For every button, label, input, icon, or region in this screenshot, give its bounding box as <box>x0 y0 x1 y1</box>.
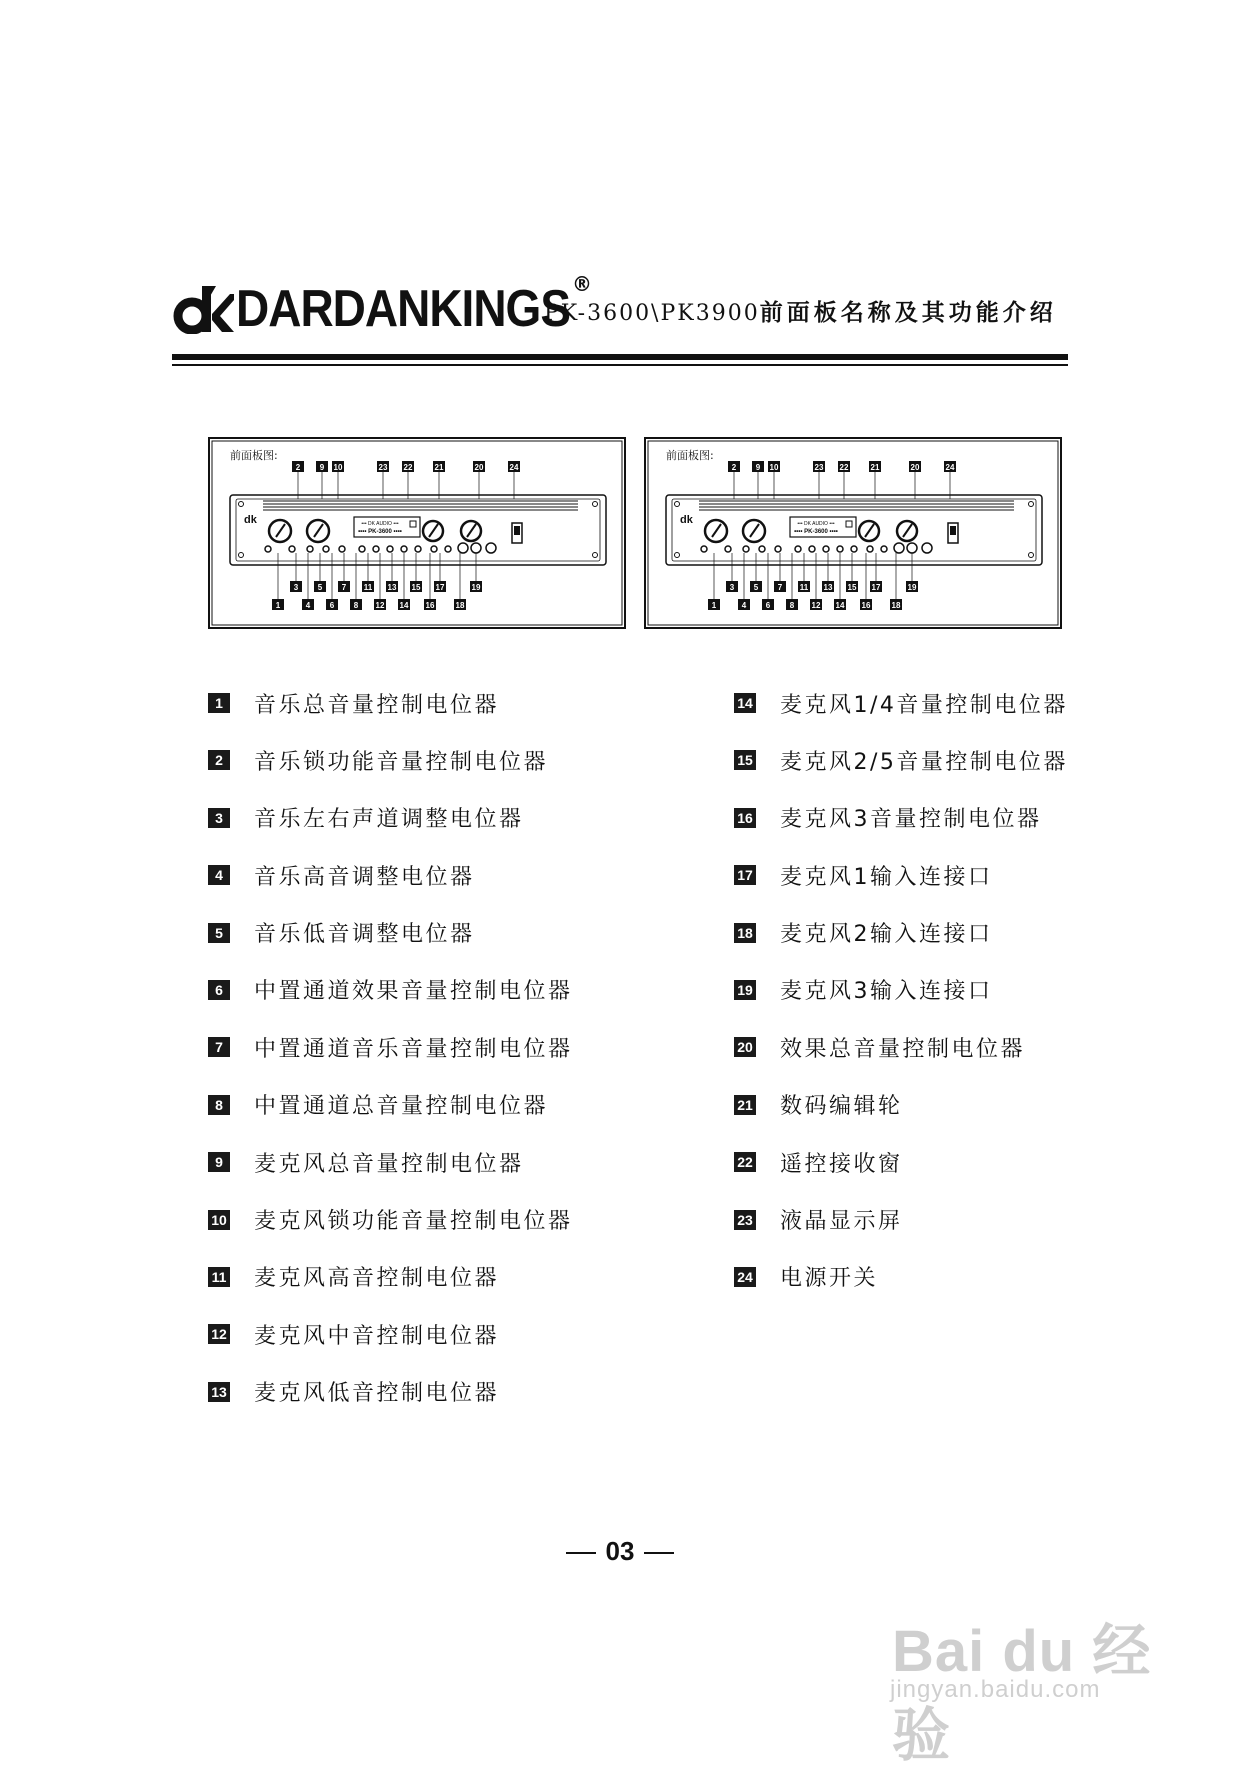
callout-bottom-2-label: 18 <box>455 601 465 610</box>
small-pot <box>431 546 437 552</box>
item-description: 麦克风2输入连接口 <box>780 922 993 948</box>
callout-bottom-2-label: 8 <box>789 601 795 610</box>
list-item <box>208 1032 573 1062</box>
page-title <box>544 294 1057 327</box>
list-item <box>208 1377 573 1407</box>
list-item <box>734 1090 1068 1120</box>
callout-top-label: 20 <box>474 463 484 472</box>
item-description: 音乐左右声道调整电位器 <box>254 807 524 833</box>
callout-top-label: 2 <box>295 463 301 472</box>
small-pot <box>867 546 873 552</box>
brand-logo <box>172 272 592 338</box>
callout-top-label: 9 <box>319 463 325 472</box>
list-item <box>208 1205 573 1235</box>
item-description: 音乐高音调整电位器 <box>254 864 475 890</box>
item-number-badge: 3 <box>208 808 230 828</box>
small-pot <box>837 546 843 552</box>
item-number-badge: 5 <box>208 923 230 943</box>
baidu-watermark <box>880 1600 1200 1768</box>
item-number-badge: 10 <box>208 1210 230 1230</box>
callout-bottom-1-label: 13 <box>823 583 833 592</box>
small-pot <box>809 546 815 552</box>
lcd-line-1: ••• DK AUDIO ••• <box>361 521 399 527</box>
small-pot <box>387 546 393 552</box>
figure-caption: 前面板图: <box>230 449 278 462</box>
item-number-badge: 7 <box>208 1037 230 1057</box>
callout-bottom-2-label: 1 <box>275 601 281 610</box>
small-pot <box>759 546 765 552</box>
list-item <box>734 688 1068 718</box>
lcd-line-2: •••• PK-3600 •••• <box>358 529 402 535</box>
item-number-badge: 19 <box>734 980 756 1000</box>
item-number-badge: 11 <box>208 1267 230 1287</box>
front-panel-figure-right <box>644 437 1062 629</box>
callout-bottom-1-label: 5 <box>317 583 323 592</box>
list-item <box>734 1147 1068 1177</box>
list-item <box>734 745 1068 775</box>
small-pot <box>823 546 829 552</box>
list-item <box>734 1032 1068 1062</box>
item-description: 麦克风1/4音量控制电位器 <box>780 692 1068 718</box>
small-pot <box>743 546 749 552</box>
callout-top-label: 10 <box>769 463 779 472</box>
item-number-badge: 21 <box>734 1095 756 1115</box>
item-description: 电源开关 <box>780 1266 879 1292</box>
item-description: 麦克风总音量控制电位器 <box>254 1151 524 1177</box>
small-pot <box>701 546 707 552</box>
device-logo: dk <box>680 514 693 526</box>
item-number-badge: 18 <box>734 923 756 943</box>
callout-bottom-1-label: 5 <box>753 583 759 592</box>
list-item <box>208 688 573 718</box>
small-pot <box>359 546 365 552</box>
item-number-badge: 13 <box>208 1382 230 1402</box>
watermark-brand: Bai du 经验 <box>892 1619 1152 1768</box>
power-switch-rocker <box>514 526 520 535</box>
item-number-badge: 23 <box>734 1210 756 1230</box>
list-item <box>734 860 1068 890</box>
list-item <box>734 975 1068 1005</box>
item-number-badge: 20 <box>734 1037 756 1057</box>
callout-bottom-1-label: 11 <box>363 583 373 592</box>
mic-jack <box>458 543 468 553</box>
list-item <box>208 860 573 890</box>
item-description: 麦克风高音控制电位器 <box>254 1266 500 1292</box>
callout-top-label: 22 <box>403 463 413 472</box>
small-pot <box>415 546 421 552</box>
callout-bottom-2-label: 18 <box>891 601 901 610</box>
page-number-value: 03 <box>605 1536 635 1566</box>
item-number-badge: 2 <box>208 750 230 770</box>
item-number-badge: 12 <box>208 1324 230 1344</box>
mic-jack <box>894 543 904 553</box>
item-description: 麦克风锁功能音量控制电位器 <box>254 1209 573 1235</box>
registered-mark: ® <box>572 272 592 296</box>
callout-bottom-2-label: 4 <box>741 601 747 610</box>
callout-bottom-2-label: 16 <box>425 601 435 610</box>
small-pot <box>373 546 379 552</box>
brand-name: DARDANKINGS <box>236 279 570 338</box>
title-model: PK-3600\PK3900 <box>544 301 760 326</box>
page-number-dash-left <box>566 1552 596 1554</box>
title-text: 前面板名称及其功能介绍 <box>759 300 1057 326</box>
callout-bottom-2-label: 12 <box>811 601 821 610</box>
lcd-line-2: •••• PK-3600 •••• <box>794 529 838 535</box>
list-item <box>208 1319 573 1349</box>
small-pot <box>339 546 345 552</box>
item-description: 麦克风3输入连接口 <box>780 979 993 1005</box>
callout-bottom-2-label: 6 <box>765 601 771 610</box>
small-pot <box>851 546 857 552</box>
mic-jack <box>471 543 481 553</box>
page-number <box>0 1536 1240 1567</box>
callout-top-label: 21 <box>434 463 444 472</box>
item-description: 音乐锁功能音量控制电位器 <box>254 749 549 775</box>
small-pot <box>323 546 329 552</box>
item-description: 麦克风3音量控制电位器 <box>780 807 1042 833</box>
item-description: 效果总音量控制电位器 <box>780 1036 1026 1062</box>
list-item <box>734 803 1068 833</box>
list-item <box>734 918 1068 948</box>
callout-bottom-1-label: 15 <box>847 583 857 592</box>
callout-bottom-2-label: 14 <box>399 601 409 610</box>
small-pot <box>289 546 295 552</box>
item-number-badge: 9 <box>208 1152 230 1172</box>
item-number-badge: 24 <box>734 1267 756 1287</box>
page-number-dash-right <box>644 1552 674 1554</box>
callout-top-label: 21 <box>870 463 880 472</box>
callout-top-label: 22 <box>839 463 849 472</box>
small-pot <box>795 546 801 552</box>
item-number-badge: 22 <box>734 1152 756 1172</box>
callout-bottom-1-label: 19 <box>907 583 917 592</box>
small-pot <box>401 546 407 552</box>
list-item <box>208 918 573 948</box>
callout-bottom-2-label: 8 <box>353 601 359 610</box>
item-number-badge: 16 <box>734 808 756 828</box>
callout-bottom-1-label: 7 <box>341 583 347 592</box>
item-description: 麦克风2/5音量控制电位器 <box>780 749 1068 775</box>
item-description: 音乐低音调整电位器 <box>254 922 475 948</box>
item-number-badge: 15 <box>734 750 756 770</box>
item-description: 麦克风1输入连接口 <box>780 864 993 890</box>
callout-top-label: 23 <box>814 463 824 472</box>
callout-bottom-1-label: 17 <box>871 583 881 592</box>
callout-bottom-2-label: 6 <box>329 601 335 610</box>
callout-top-label: 20 <box>910 463 920 472</box>
callout-top-label: 10 <box>333 463 343 472</box>
item-description: 中置通道总音量控制电位器 <box>254 1094 549 1120</box>
callout-bottom-2-label: 1 <box>711 601 717 610</box>
front-panel-diagram <box>208 437 626 629</box>
item-description: 麦克风低音控制电位器 <box>254 1381 500 1407</box>
callout-bottom-1-label: 3 <box>729 583 735 592</box>
list-item <box>208 745 573 775</box>
callout-bottom-1-label: 13 <box>387 583 397 592</box>
small-pot <box>265 546 271 552</box>
small-pot <box>775 546 781 552</box>
callout-bottom-1-label: 11 <box>799 583 809 592</box>
mic-jack <box>922 543 932 553</box>
item-number-badge: 6 <box>208 980 230 1000</box>
item-description: 数码编辑轮 <box>780 1094 903 1120</box>
item-description: 遥控接收窗 <box>780 1151 903 1177</box>
front-panel-diagram <box>644 437 1062 629</box>
item-number-badge: 4 <box>208 865 230 885</box>
item-description: 中置通道效果音量控制电位器 <box>254 979 573 1005</box>
callout-top-label: 2 <box>731 463 737 472</box>
callout-bottom-1-label: 19 <box>471 583 481 592</box>
callout-top-label: 24 <box>945 463 955 472</box>
header-rule-thin <box>172 364 1068 366</box>
callout-bottom-1-label: 17 <box>435 583 445 592</box>
list-item <box>208 1147 573 1177</box>
power-switch-rocker <box>950 526 956 535</box>
mic-jack <box>907 543 917 553</box>
small-pot <box>445 546 451 552</box>
item-description: 音乐总音量控制电位器 <box>254 692 500 718</box>
device-logo: dk <box>244 514 257 526</box>
callout-top-label: 9 <box>755 463 761 472</box>
callout-top-label: 23 <box>378 463 388 472</box>
small-pot <box>725 546 731 552</box>
item-description: 麦克风中音控制电位器 <box>254 1323 500 1349</box>
callout-bottom-1-label: 7 <box>777 583 783 592</box>
callout-bottom-2-label: 12 <box>375 601 385 610</box>
front-panel-figure-left <box>208 437 626 629</box>
small-pot <box>307 546 313 552</box>
list-item <box>208 975 573 1005</box>
dk-logo-icon <box>172 282 234 334</box>
item-number-badge: 1 <box>208 693 230 713</box>
page-header <box>172 272 1068 362</box>
small-pot <box>881 546 887 552</box>
list-item <box>734 1205 1068 1235</box>
item-description: 液晶显示屏 <box>780 1209 903 1235</box>
watermark-url: jingyan.baidu.com <box>890 1676 1101 1703</box>
list-item <box>208 1090 573 1120</box>
item-number-badge: 8 <box>208 1095 230 1115</box>
lcd-line-1: ••• DK AUDIO ••• <box>797 521 835 527</box>
function-list-right <box>734 688 1068 1319</box>
figure-caption: 前面板图: <box>666 449 714 462</box>
callout-bottom-1-label: 15 <box>411 583 421 592</box>
header-rule-thick <box>172 354 1068 360</box>
callout-bottom-2-label: 16 <box>861 601 871 610</box>
item-description: 中置通道音乐音量控制电位器 <box>254 1036 573 1062</box>
mic-jack <box>486 543 496 553</box>
callout-bottom-1-label: 3 <box>293 583 299 592</box>
item-number-badge: 17 <box>734 865 756 885</box>
list-item <box>208 1262 573 1292</box>
function-list-left <box>208 688 573 1434</box>
callout-top-label: 24 <box>509 463 519 472</box>
callout-bottom-2-label: 14 <box>835 601 845 610</box>
list-item <box>208 803 573 833</box>
item-number-badge: 14 <box>734 693 756 713</box>
callout-bottom-2-label: 4 <box>305 601 311 610</box>
list-item <box>734 1262 1068 1292</box>
